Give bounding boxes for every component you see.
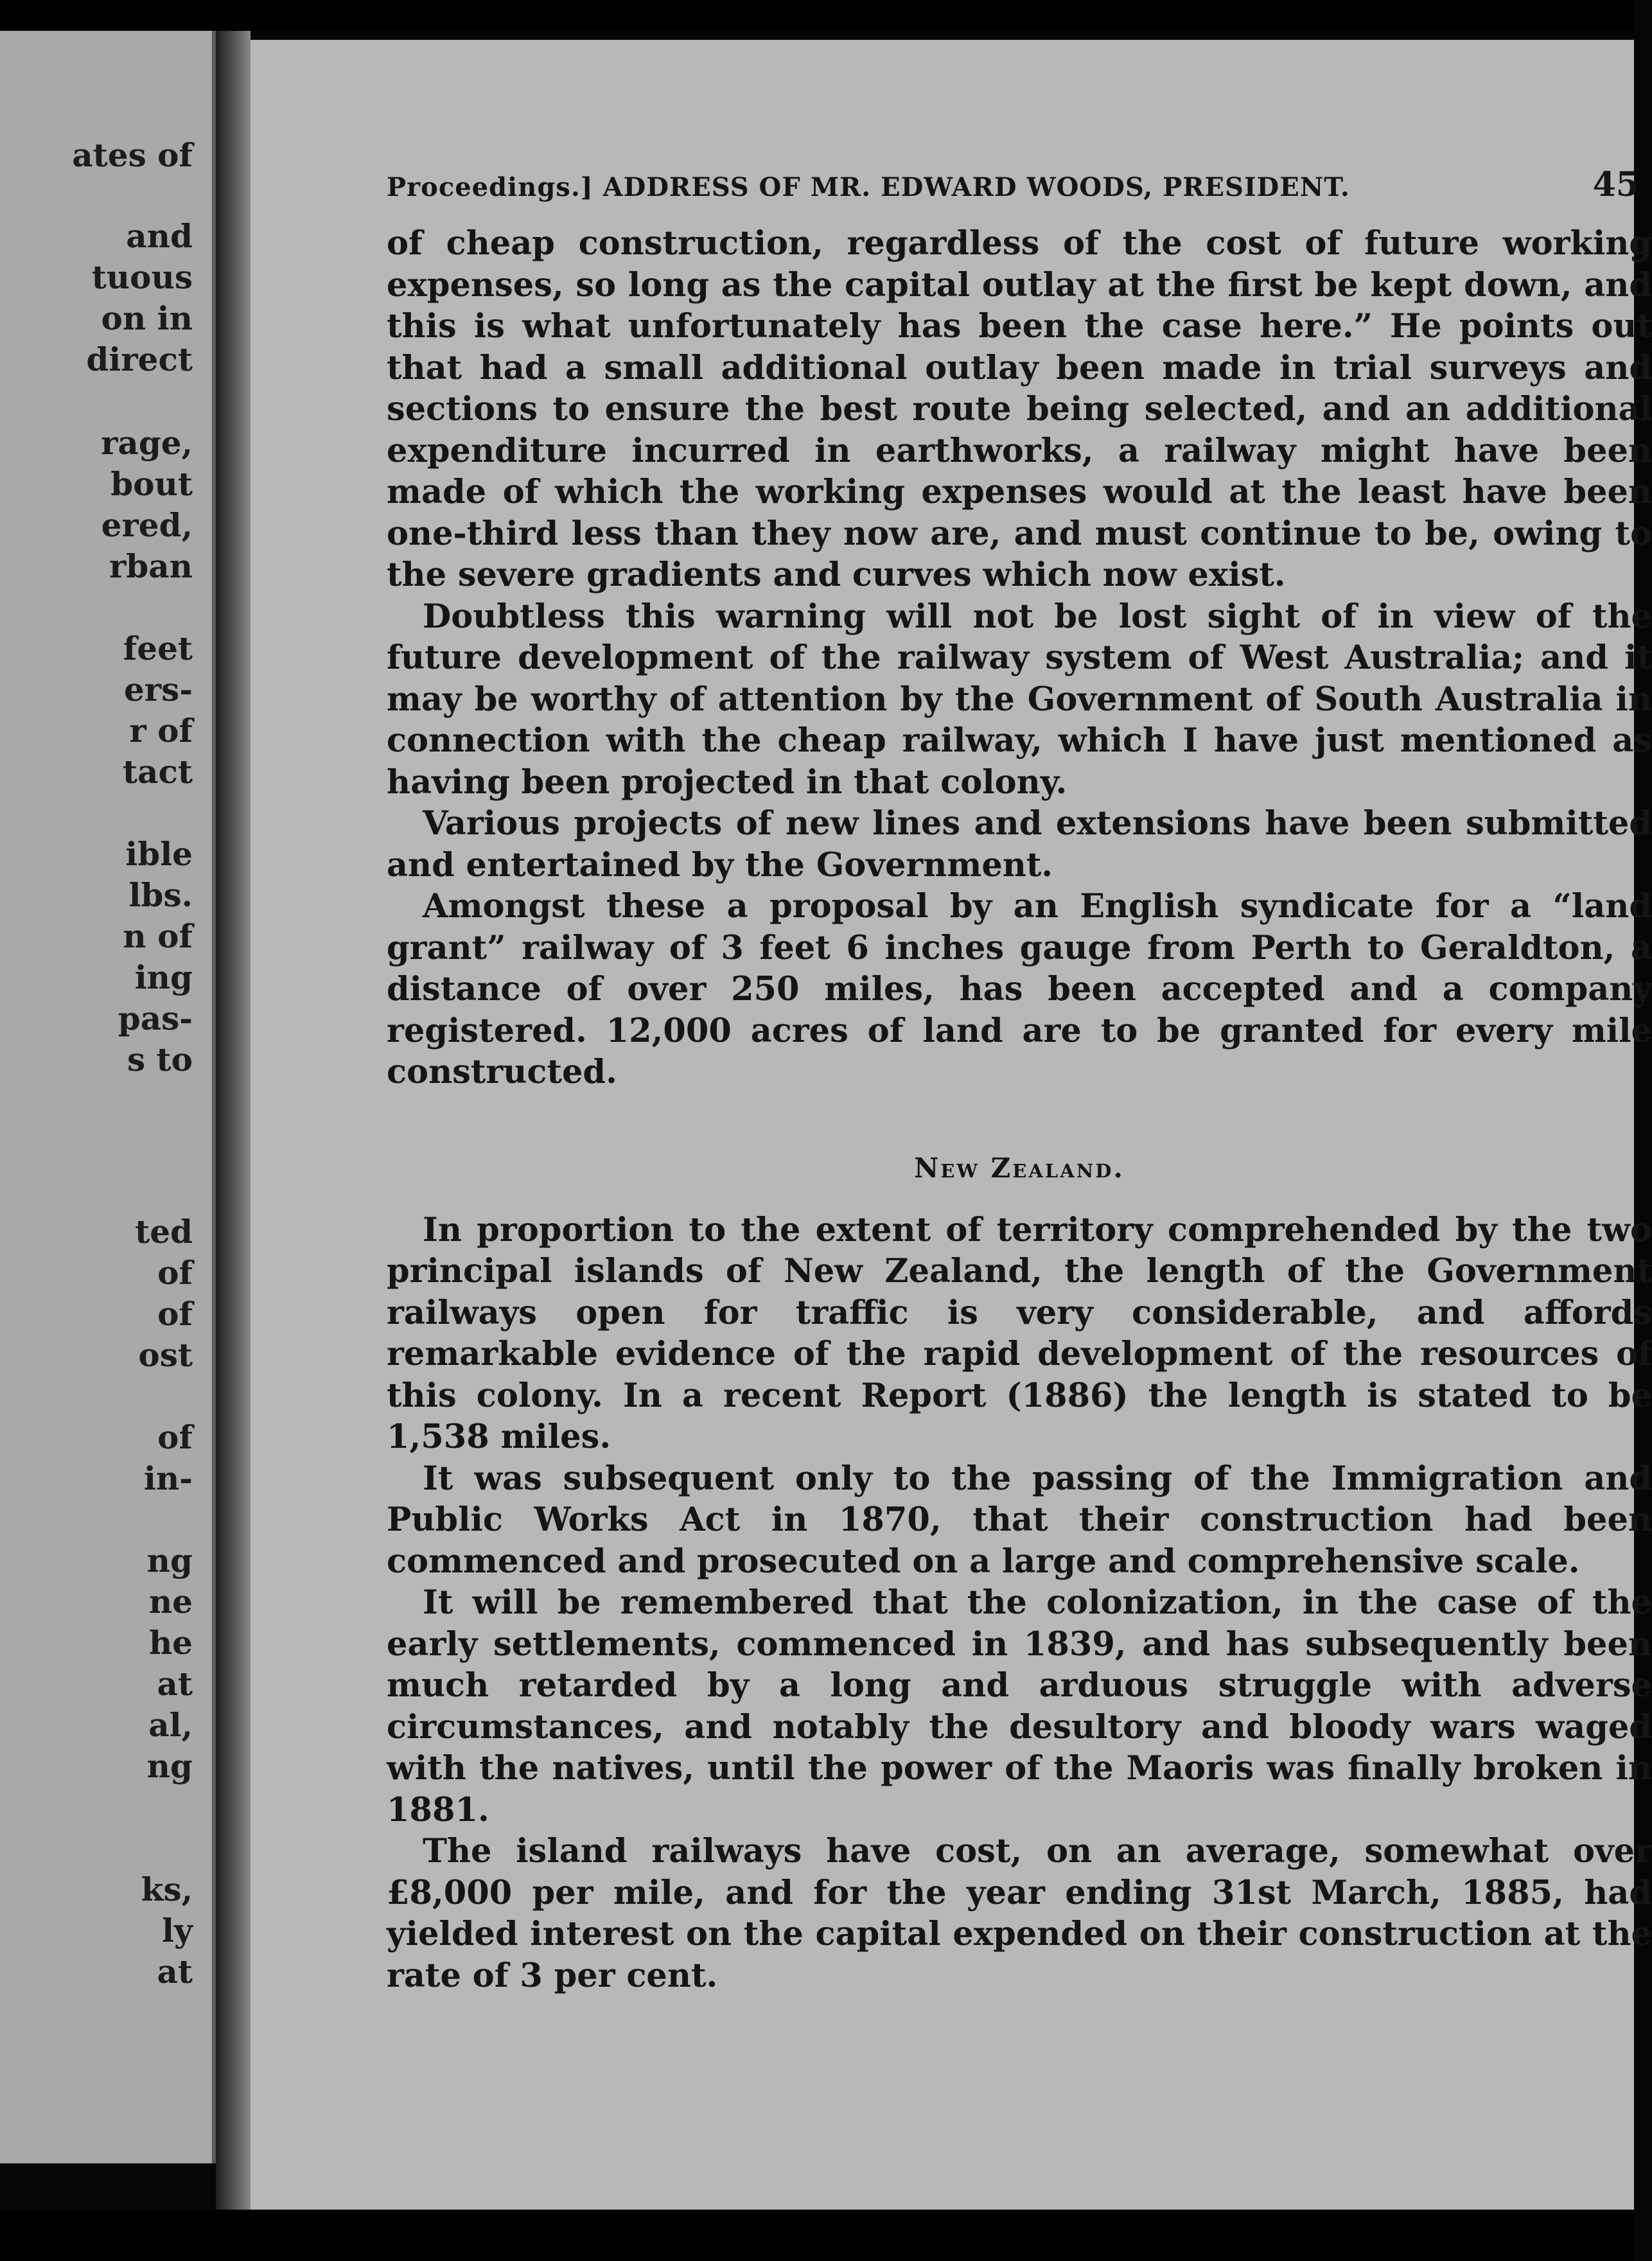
facing-page-fragment: of (157, 1295, 193, 1333)
facing-page-fragment: ne (148, 1583, 193, 1621)
facing-page-fragment: lbs. (128, 876, 193, 914)
facing-page-fragment: tuous (91, 258, 193, 296)
facing-page-fragment: rage, (101, 424, 193, 462)
facing-page-fragment: ible (125, 835, 193, 873)
scan-border-bottom (0, 2210, 1634, 2261)
facing-page-left (0, 31, 216, 2163)
facing-page-fragment: direct (86, 340, 193, 378)
body-paragraph: It was subsequent only to the passing of the Immigration and Public Works Act in 1870, that their construction had been commenced and prosecuted on a large and comprehensive scale. (387, 1459, 1652, 1581)
facing-page-fragment: ng (146, 1747, 193, 1785)
running-head-title: Proceedings.] ADDRESS OF MR. EDWARD WOODS, PRESIDENT. (387, 172, 1350, 202)
facing-page-fragment: at (157, 1665, 193, 1703)
facing-page-fragment: ates of (72, 136, 193, 174)
body-paragraphs-before-heading (387, 223, 1652, 1093)
body-paragraph: Various projects of new lines and extensions have been submitted and entertained by the Government. (387, 804, 1652, 884)
page-text-block (387, 165, 1652, 1996)
facing-page-fragment: he (148, 1624, 193, 1662)
body-paragraphs-after-heading (387, 1210, 1652, 1997)
body-paragraph: Doubtless this warning will not be lost sight of in view of the future development of the railway system of West Australia; and it may be worthy of attention by the Government of South Australia in connection with the cheap railway, which I have just mentioned as having been projected in that colony. (387, 597, 1652, 802)
body-paragraph: of cheap construction, regardless of the cost of future working expenses, so long as the capital outlay at the first be kept down, and this is what unfortunately has been the case here.” He points out that had a small additional outlay been made in trial surveys and sections to ensure the best route being selected, and an additional expenditure incurred in earthworks, a railway might have been made of which the working expenses would at the least have been one-third less than they now are, and must continue to be, owing to the severe gradients and curves which now exist. (387, 224, 1652, 594)
facing-page-fragment: feet (123, 629, 193, 667)
facing-page-fragment: ers- (123, 671, 193, 708)
running-head (387, 165, 1652, 223)
facing-page-fragment: ly (161, 1912, 193, 1949)
facing-page-fragment: tact (122, 753, 193, 791)
section-heading: New Zealand. (913, 1152, 1125, 1184)
page-gutter (216, 31, 250, 2221)
facing-page-fragment: on in (101, 299, 193, 337)
facing-page-fragment: s to (127, 1041, 193, 1078)
facing-page-fragment: in- (143, 1459, 193, 1497)
facing-page-fragment: and (126, 217, 193, 255)
facing-page-fragment: pas- (118, 999, 193, 1037)
facing-page-fragment: ted (135, 1213, 193, 1251)
facing-page-fragment: al, (148, 1706, 193, 1744)
page (250, 40, 1652, 2211)
facing-page-fragment: ost (138, 1336, 193, 1374)
facing-page-fragment: ng (146, 1542, 193, 1579)
body-paragraph: It will be remembered that the colonization, in the case of the early settlements, commenced in 1839, and has subsequently been much retarded by a long and arduous struggle with adverse circumstances, and notably the desultory and bloody wars waged with the natives, until the power of the Maoris was finally broken in 1881. (387, 1583, 1652, 1829)
facing-page-fragment: ing (134, 958, 193, 996)
facing-page-fragment: of (157, 1254, 193, 1292)
facing-page-fragment: ks, (141, 1870, 193, 1908)
page-number: 45 (1592, 165, 1639, 204)
facing-page-fragment: bout (110, 465, 193, 503)
facing-page-fragment: rban (109, 547, 193, 585)
body-paragraph: The island railways have cost, on an average, somewhat over £8,000 per mile, and for the year ending 31st March, 1885, had yielded interest on the capital expended on their construction at the rate of 3 per cent. (387, 1832, 1652, 1995)
facing-page-fragment: at (157, 1953, 193, 1991)
facing-page-fragment: ered, (101, 506, 193, 544)
body-paragraph: In proportion to the extent of territory comprehended by the two principal islands of New Zealand, the length of the Government railways open for traffic is very considerable, and affords remarkable evidence of the rapid development of the resources of this colony. In a recent Report (1886) the length is stated to be 1,538 miles. (387, 1210, 1652, 1456)
scan-border-top (0, 0, 1634, 31)
facing-page-fragment: r of (129, 712, 193, 750)
facing-page-fragment: n of (123, 917, 193, 955)
facing-page-fragment: of (157, 1418, 193, 1456)
body-paragraph: Amongst these a proposal by an English syndicate for a “land grant” railway of 3 feet 6 inches gauge from Perth to Geraldton, a distance of over 250 miles, has been accepted and a company registered. 12,000 acres of land are to be granted for every mile constructed. (387, 887, 1652, 1091)
